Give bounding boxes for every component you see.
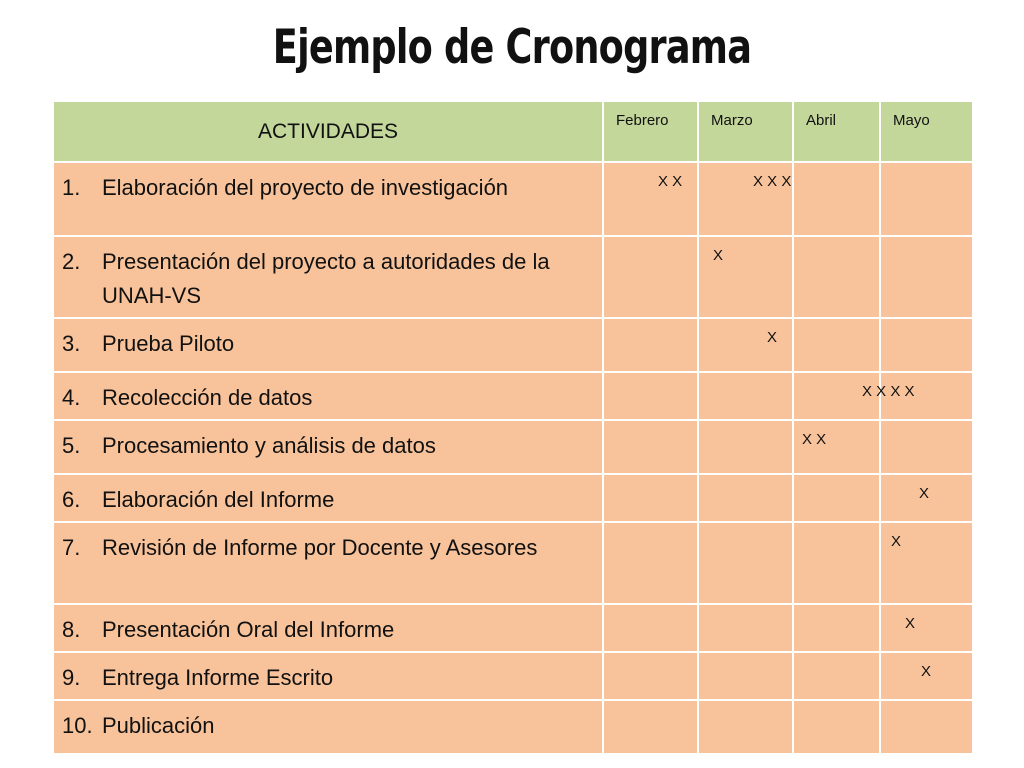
activity-number: 2. — [62, 249, 81, 274]
schedule-cell-april — [794, 475, 879, 521]
schedule-cell-february — [604, 373, 697, 419]
schedule-cell-february — [604, 319, 697, 371]
activity-number: 6. — [62, 487, 81, 512]
activity-label: Elaboración del Informe — [102, 487, 335, 512]
schedule-cell-march: X — [699, 319, 792, 371]
schedule-cell-may: X — [881, 523, 972, 603]
activity-item — [62, 661, 592, 695]
activity-label: Revisión de Informe por Docente y Asesores — [102, 535, 538, 560]
activity-cell — [54, 373, 602, 419]
month-header-february: Febrero — [604, 102, 697, 161]
activity-item — [62, 429, 592, 463]
schedule-cell-february — [604, 701, 697, 753]
activity-number: 8. — [62, 617, 81, 642]
month-header-march: Marzo — [699, 102, 792, 161]
schedule-cell-may: X — [881, 653, 972, 699]
schedule-cell-april: X X X X — [794, 373, 879, 419]
header-row — [54, 102, 972, 161]
activity-cell — [54, 523, 602, 603]
activity-item — [62, 245, 592, 313]
activity-number: 1. — [62, 175, 81, 200]
activity-number: 4. — [62, 385, 81, 410]
activity-cell — [54, 653, 602, 699]
schedule-cell-may — [881, 421, 972, 473]
table-row — [54, 163, 972, 235]
activity-number: 9. — [62, 665, 81, 690]
schedule-cell-april — [794, 163, 879, 235]
activity-label: Recolección de datos — [102, 385, 313, 410]
schedule-cell-march — [699, 421, 792, 473]
schedule-cell-march — [699, 653, 792, 699]
schedule-cell-april — [794, 605, 879, 651]
table-row — [54, 475, 972, 521]
schedule-cell-february — [604, 605, 697, 651]
schedule-cell-march: X — [699, 237, 792, 317]
activity-number: 7. — [62, 535, 81, 560]
activity-item — [62, 709, 592, 743]
schedule-cell-february — [604, 475, 697, 521]
schedule-cell-february — [604, 523, 697, 603]
schedule-table — [52, 100, 974, 755]
table-row — [54, 421, 972, 473]
schedule-cell-march — [699, 605, 792, 651]
activity-number: 5. — [62, 433, 81, 458]
schedule-cell-march — [699, 373, 792, 419]
activity-label: Entrega Informe Escrito — [102, 665, 334, 690]
activity-label: Procesamiento y análisis de datos — [102, 433, 436, 458]
activity-label: Elaboración del proyecto de investigación — [102, 175, 509, 200]
schedule-cell-april: X X — [794, 421, 879, 473]
schedule-cell-march — [699, 475, 792, 521]
activity-cell — [54, 605, 602, 651]
activity-cell — [54, 163, 602, 235]
activity-label: Publicación — [102, 713, 215, 738]
schedule-cell-april — [794, 701, 879, 753]
activity-item — [62, 327, 592, 361]
schedule-cell-march — [699, 523, 792, 603]
schedule-cell-may — [881, 237, 972, 317]
schedule-cell-april — [794, 653, 879, 699]
activity-number: 10. — [62, 713, 93, 738]
activity-item — [62, 483, 592, 517]
activity-number: 3. — [62, 331, 81, 356]
schedule-cell-april — [794, 523, 879, 603]
schedule-cell-may — [881, 319, 972, 371]
table-row — [54, 373, 972, 419]
activity-item — [62, 613, 592, 647]
table-row — [54, 653, 972, 699]
table-row — [54, 237, 972, 317]
schedule-cell-february — [604, 237, 697, 317]
table-row — [54, 523, 972, 603]
activities-header: ACTIVIDADES — [54, 102, 602, 161]
table-row — [54, 605, 972, 651]
month-header-april: Abril — [794, 102, 879, 161]
schedule-cell-may — [881, 163, 972, 235]
schedule-cell-april — [794, 319, 879, 371]
schedule-cell-march: X X X — [699, 163, 792, 235]
activity-cell — [54, 701, 602, 753]
schedule-cell-may — [881, 701, 972, 753]
schedule-cell-may: X — [881, 605, 972, 651]
activity-cell — [54, 237, 602, 317]
activity-item — [62, 381, 592, 415]
activity-cell — [54, 319, 602, 371]
schedule-cell-february: X X — [604, 163, 697, 235]
schedule-cell-february — [604, 421, 697, 473]
activity-item — [62, 171, 592, 205]
activity-label: Presentación Oral del Informe — [102, 617, 395, 642]
activity-label: Prueba Piloto — [102, 331, 235, 356]
activity-item — [62, 531, 592, 565]
schedule-cell-february — [604, 653, 697, 699]
activity-cell — [54, 421, 602, 473]
schedule-cell-march — [699, 701, 792, 753]
month-header-may: Mayo — [881, 102, 972, 161]
schedule-cell-may: X — [881, 475, 972, 521]
slide-title: Ejemplo de Cronograma — [272, 20, 752, 75]
activity-label: Presentación del proyecto a autoridades de la UNAH-VS — [102, 249, 550, 308]
schedule-cell-april — [794, 237, 879, 317]
activity-cell — [54, 475, 602, 521]
table-row — [54, 701, 972, 753]
table-row — [54, 319, 972, 371]
